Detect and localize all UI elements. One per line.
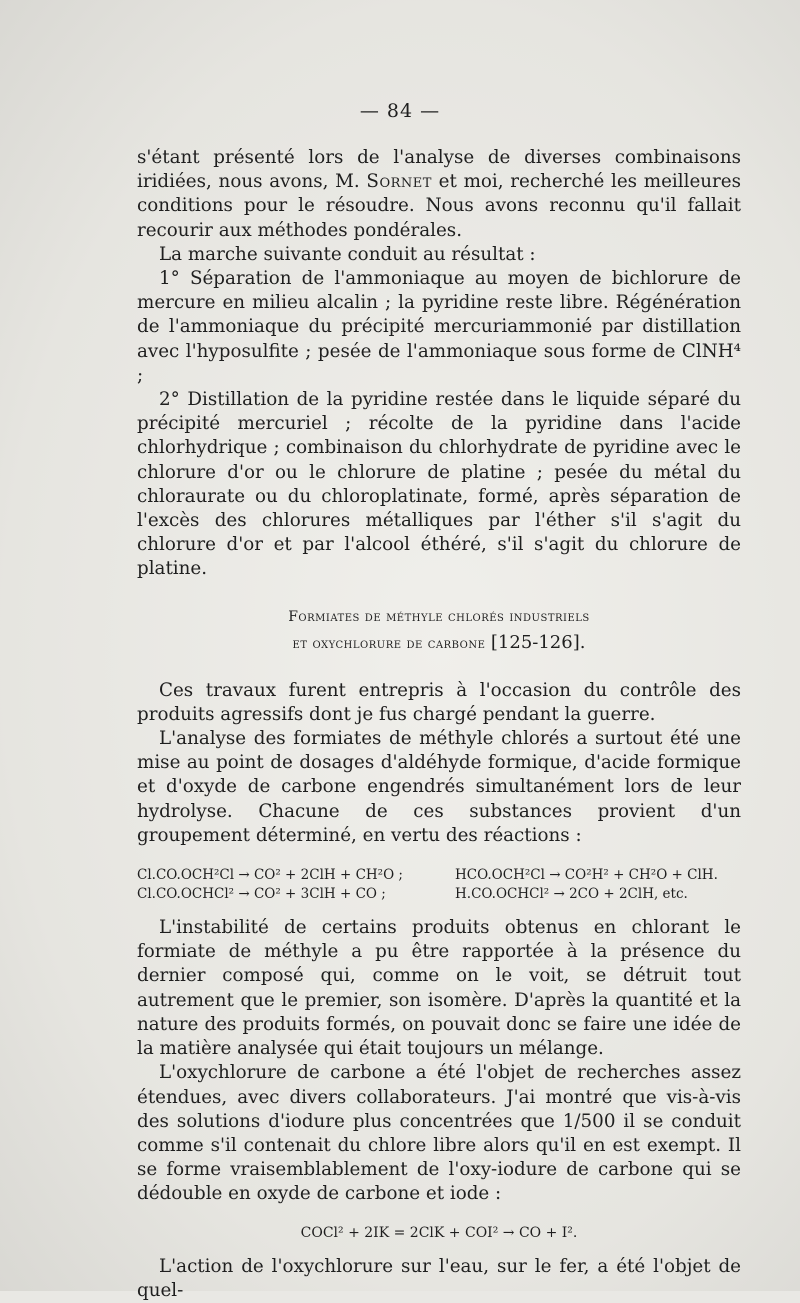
paragraph-3: 1° Séparation de l'ammoniaque au moyen de bichlorure de mercure en milieu alcalin ; la pyridine reste libre. Régénération de l'ammoniaque du précipité mercuriammonié par distillation avec l'hyposulfite ; pesée de l'ammoniaque sous forme de ClNH⁴ ; [137,268,741,386]
formula-2: HCO.OCH²Cl → CO²H² + CH²O + ClH. [455,867,718,884]
paragraph-9: L'action de l'oxychlorure sur l'eau, sur le fer, a été l'objet de quel- [137,1255,741,1301]
paragraph-7: L'instabilité de certains produits obtenus en chlorant le formiate de méthyle a pu être rapportée à la présence du dernier composé qui, comme on le voit, se détruit tout autrement que le premier, son isomère. D'après la quantité et la nature des produits formés, on pouvait donc se faire une idée de la matière analysée qui était toujours un mélange. [137,917,741,1060]
body-text [137,146,741,1303]
page-number: — 84 — [359,100,441,122]
paragraph-6: L'analyse des formiates de méthyle chlorés a surtout été une mise au point de dosages d'aldéhyde formique, d'acide formique et d'oxyde de carbone engendrés simultanément lors de leur hydrolyse. Chacune de ces substances provient d'un groupement déterminé, en vertu des réactions : [137,728,741,846]
reaction-formulas [137,866,741,904]
heading-line-2-wrap [137,630,741,657]
equation: COCl² + 2IK = 2ClK + COI² → CO + I². [300,1224,578,1241]
paragraph-5: Ces travaux furent entrepris à l'occasion du contrôle des produits agressifs dont je fus chargé pendant la guerre. [137,679,741,725]
author-name: Sornet [366,171,432,193]
paragraph-1-start: s'étant présenté lors de l'analyse de diverses combinaisons iridiées, nous avons, M. [137,147,741,193]
paragraph-4: 2° Distillation de la pyridine restée dans le liquide séparé du précipité mercuriel ; récolte de la pyridine dans l'acide chlorhydrique ; combinaison du chlorhydrate de pyridine avec le chlorure d'or ou le chlorure de platine ; pesée du métal du chloraurate ou du chloroplatinate, formé, après séparation de l'excès des chlorures métalliques par l'éther s'il s'agit du chlorure d'or et par l'alcool éthéré, s'il s'agit du chlorure de platine. [137,389,741,580]
heading-line-1: Formiates de méthyle chlorés industriels [288,608,590,625]
heading-line-2: et oxychlorure de carbone [292,635,486,652]
section-heading [137,604,741,657]
paragraph-1-end: et moi, recherché les meilleures conditions pour le résoudre. Nous avons reconnu qu'il fallait recourir aux méthodes pondérales. [137,171,741,241]
heading-reference: [125-126]. [490,631,586,653]
paragraph-8: L'oxychlorure de carbone a été l'objet de recherches assez étendues, avec divers collaborateurs. J'ai montré que vis-à-vis des solutions d'iodure plus concentrées que 1/500 il se conduit comme s'il contenait du chlore libre alors qu'il en est exempt. Il se forme vraisemblablement de l'oxy-iodure de carbone qui se dédouble en oxyde de carbone et iode : [137,1062,741,1205]
paragraph-1 [137,146,741,243]
paragraph-2: La marche suivante conduit au résultat : [159,243,536,265]
formula-3: Cl.CO.OCHCl² → CO² + 3ClH + CO ; [137,886,386,903]
formula-1: Cl.CO.OCH²Cl → CO² + 2ClH + CH²O ; [137,867,403,884]
formula-4: H.CO.OCHCl² → 2CO + 2ClH, etc. [455,886,688,903]
